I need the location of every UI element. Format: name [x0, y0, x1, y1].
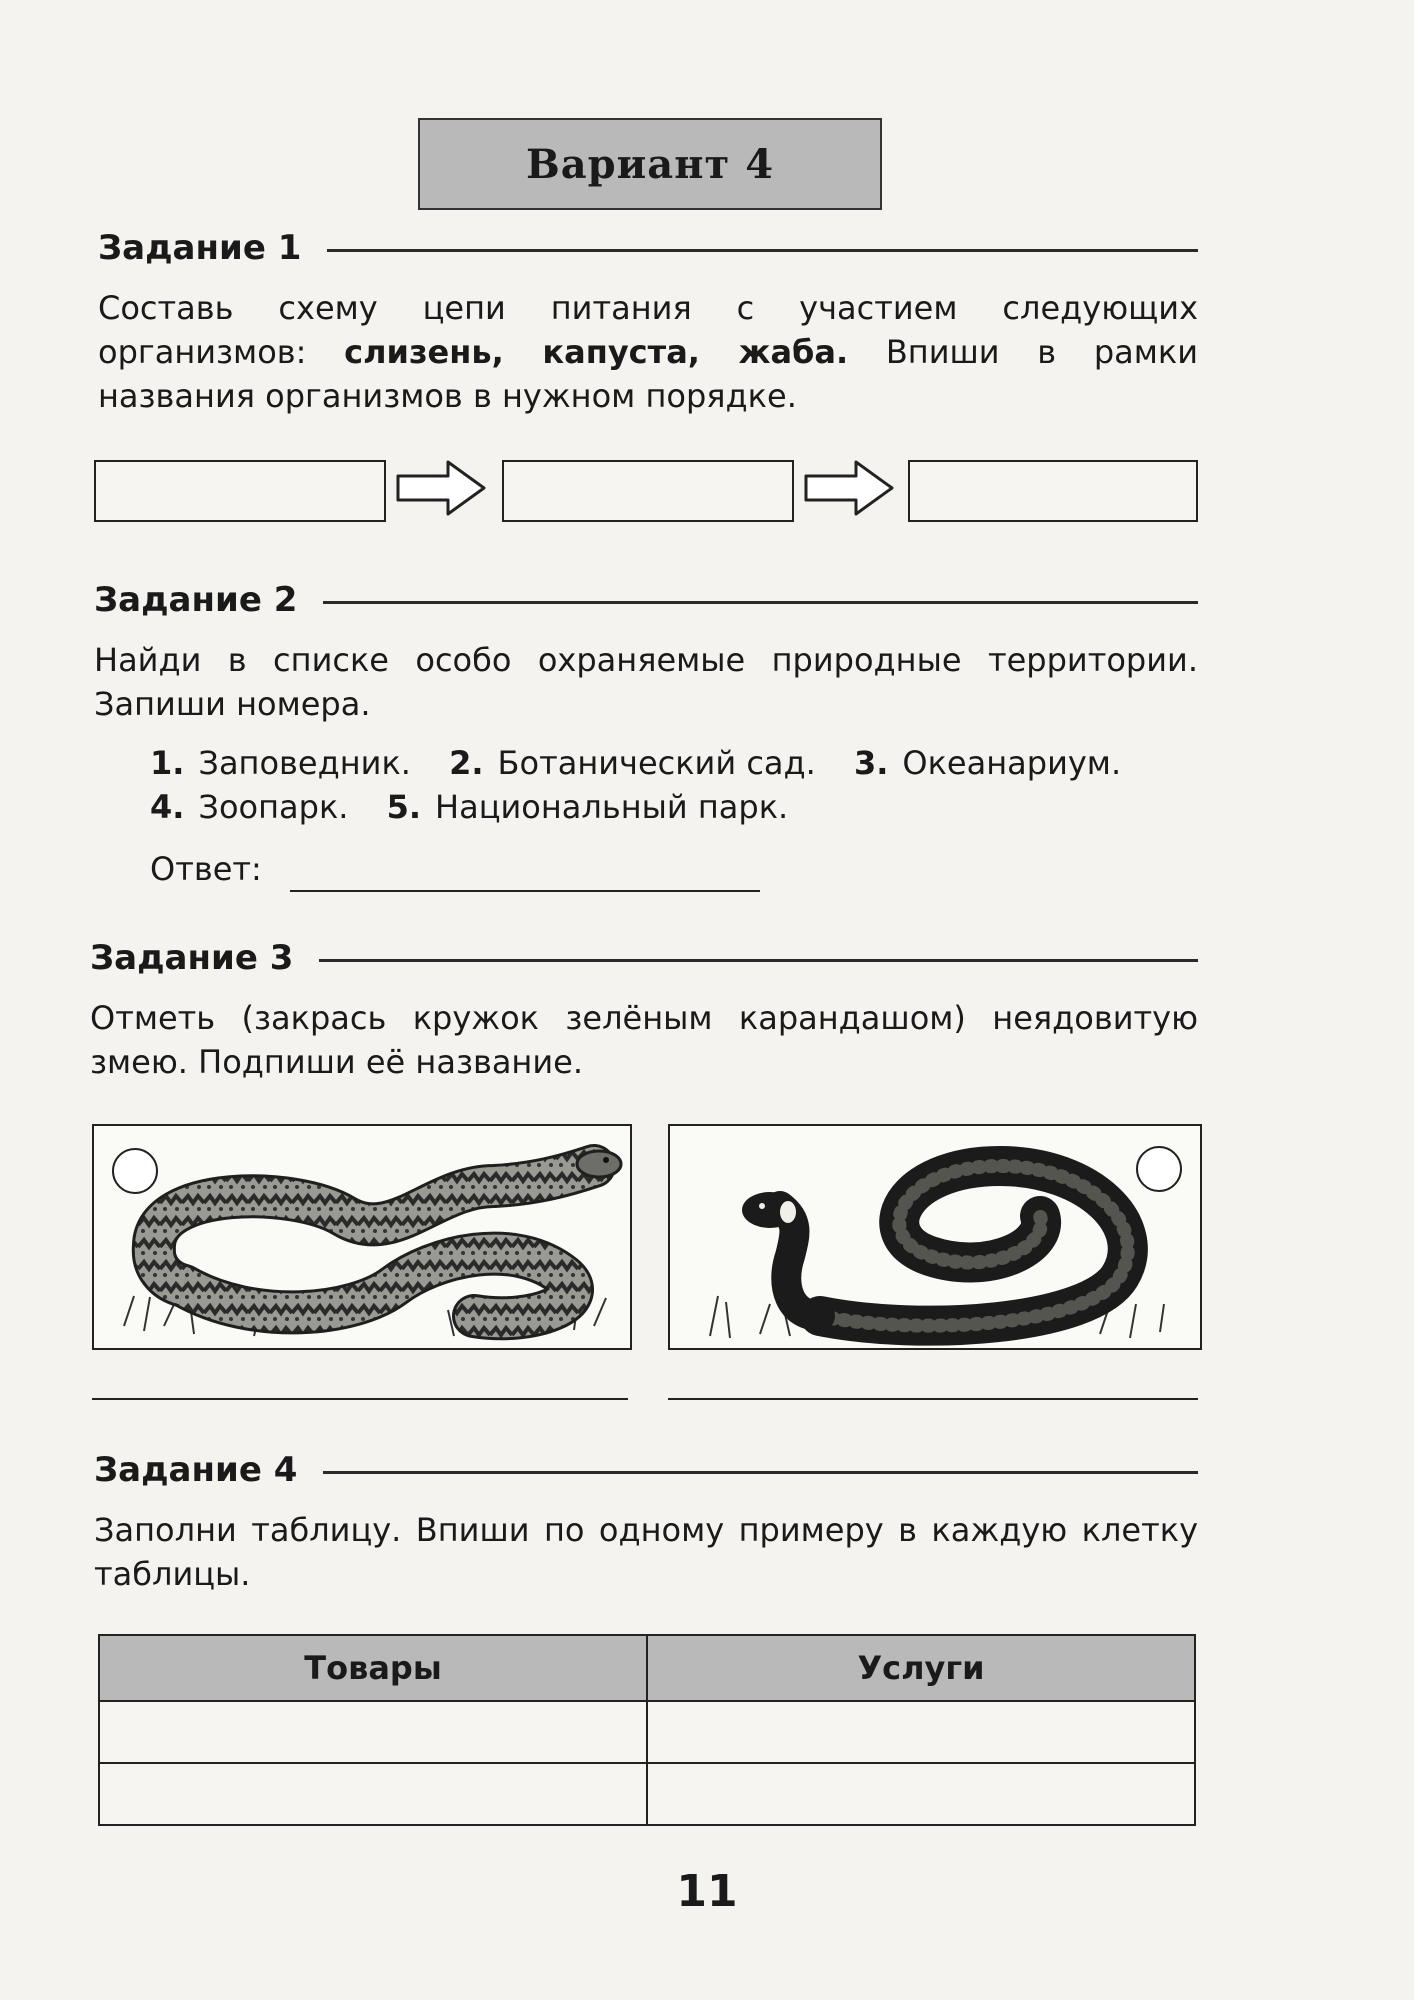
grass-snake-name-field[interactable] [668, 1398, 1198, 1400]
task4-heading [94, 1450, 1198, 1490]
food-chain-box-3[interactable] [908, 460, 1198, 522]
task2-answer-label: Ответ: [150, 850, 262, 888]
task3-rule [319, 959, 1198, 962]
table-cell-goods-1[interactable] [99, 1701, 647, 1763]
list-item-1: Заповедник. [198, 744, 411, 782]
list-num-3: 3. [853, 744, 889, 782]
task3-title: Задание 3 [90, 938, 294, 978]
task1-organisms: слизень, капуста, жаба. [344, 333, 849, 371]
task4-rule [323, 1471, 1198, 1474]
column-header-services: Услуги [647, 1635, 1195, 1701]
list-num-1: 1. [150, 744, 185, 782]
grass-snake-picture-box [668, 1124, 1202, 1350]
task1-text-after: Впиши в рамки названия организмов в нужном порядке. [98, 333, 1199, 415]
viper-name-field[interactable] [92, 1398, 628, 1400]
list-num-2: 2. [449, 744, 484, 782]
list-item-3: Океанариум. [902, 744, 1122, 782]
viper-picture-box [92, 1124, 632, 1350]
task2-heading [94, 580, 1198, 620]
task1-title: Задание 1 [98, 228, 302, 268]
table-cell-services-1[interactable] [647, 1701, 1195, 1763]
task1-heading [98, 228, 1198, 268]
food-chain-box-2[interactable] [502, 460, 794, 522]
grass-snake-checkbox-circle[interactable] [1136, 1146, 1182, 1192]
viper-illustration [94, 1126, 630, 1348]
viper-checkbox-circle[interactable] [112, 1148, 158, 1194]
list-item-2: Ботанический сад. [497, 744, 816, 782]
task2-list-line-2 [150, 788, 816, 826]
task2-answer-field[interactable] [290, 890, 760, 892]
table-cell-services-2[interactable] [647, 1763, 1195, 1825]
goods-services-table [98, 1634, 1196, 1826]
task4-title: Задание 4 [94, 1450, 298, 1490]
list-num-4: 4. [150, 788, 185, 826]
table-row [99, 1701, 1195, 1763]
task3-heading [90, 938, 1198, 978]
variant-title [418, 118, 882, 210]
table-cell-goods-2[interactable] [99, 1763, 647, 1825]
arrow-right-icon [396, 458, 488, 518]
grass-snake-illustration [670, 1126, 1200, 1348]
task1-rule [327, 249, 1198, 252]
task4-text: Заполни таблицу. Впиши по одному примеру в каждую клетку таблицы. [94, 1511, 1198, 1593]
arrow-right-icon [804, 458, 896, 518]
task1-text-before: Составь схему цепи питания с участием следующих организмов: [98, 289, 1198, 371]
list-item-5: Национальный парк. [435, 788, 789, 826]
page-number: 11 [676, 1866, 738, 1917]
column-header-goods: Товары [99, 1635, 647, 1701]
task2-rule [323, 601, 1198, 604]
variant-title-text: Вариант 4 [525, 140, 775, 188]
table-header-row [99, 1635, 1195, 1701]
task1-text [98, 286, 1198, 418]
table-row [99, 1763, 1195, 1825]
task3-text: Отметь (закрась кружок зелёным карандашом) неядовитую змею. Подпиши её название. [90, 999, 1198, 1081]
task2-list-line-1 [150, 744, 1121, 782]
list-num-5: 5. [386, 788, 422, 826]
food-chain-box-1[interactable] [94, 460, 386, 522]
task2-text: Найди в списке особо охраняемые природные территории. Запиши номера. [94, 641, 1198, 723]
list-item-4: Зоопарк. [198, 788, 349, 826]
task2-title: Задание 2 [94, 580, 298, 620]
